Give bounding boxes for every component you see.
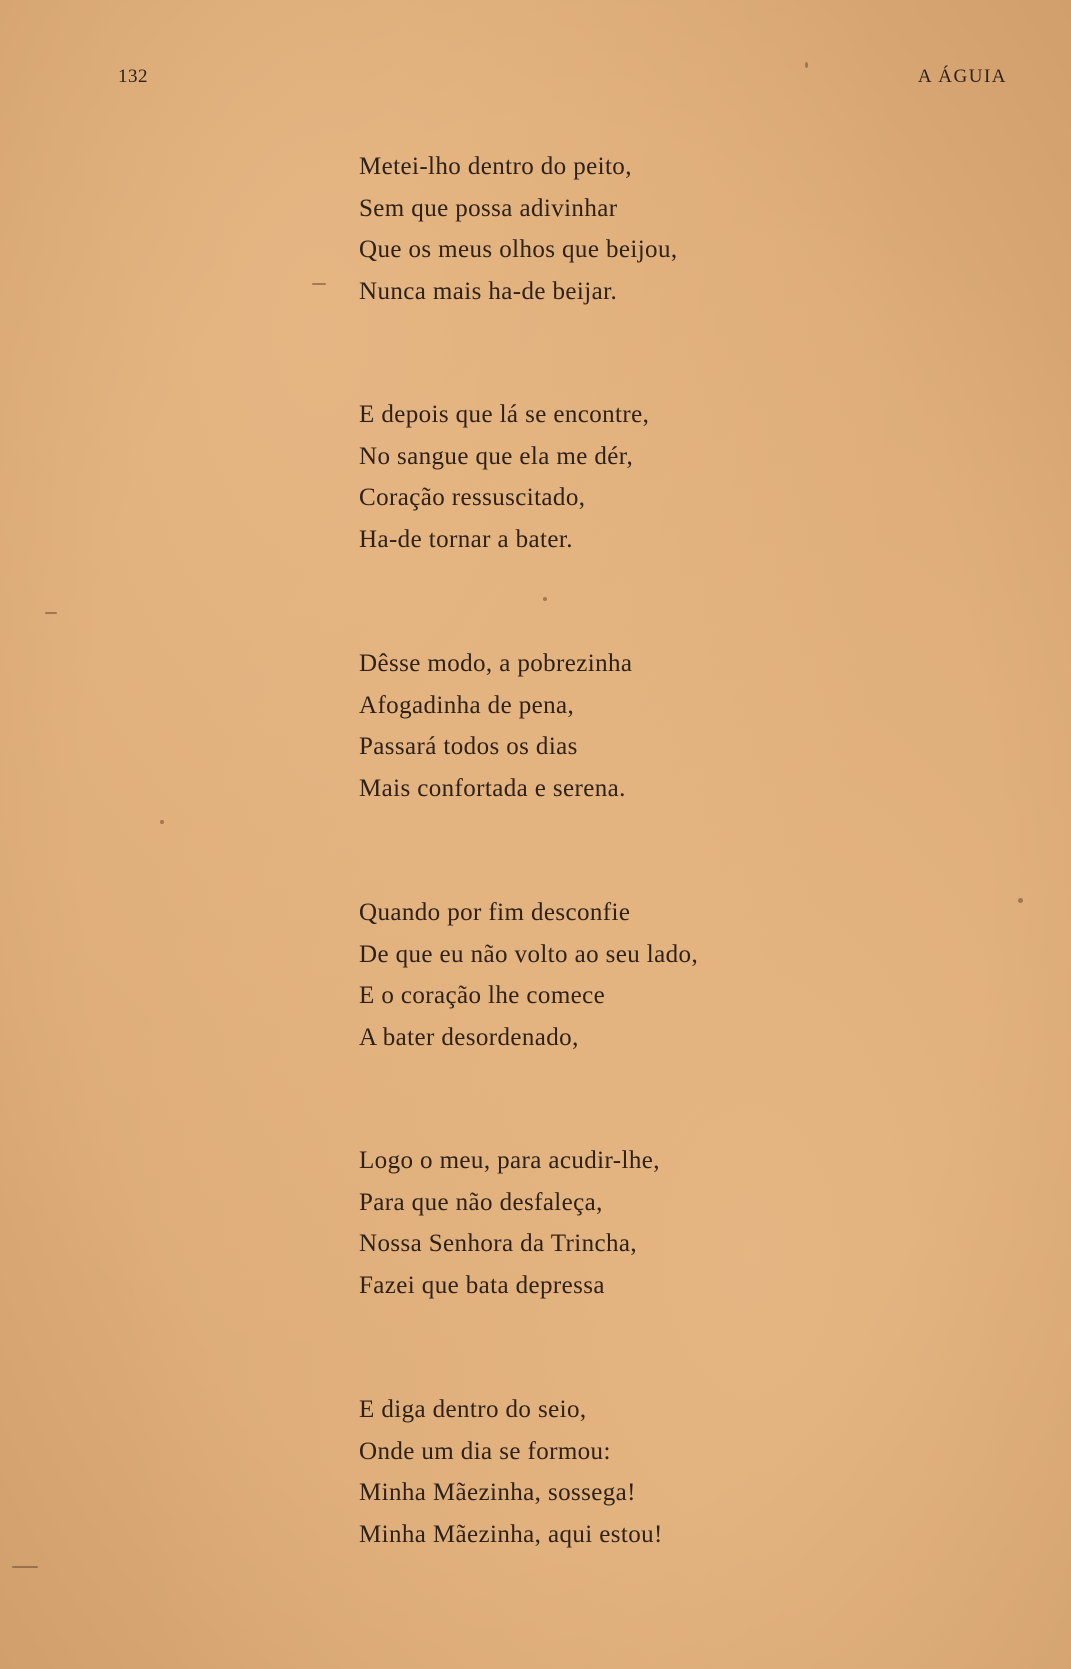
verse-line: Ha-de tornar a bater. xyxy=(359,525,573,553)
verse-line: Onde um dia se formou: xyxy=(359,1437,611,1465)
verse-line: Minha Mãezinha, sossega! xyxy=(359,1479,636,1506)
verse-line: Dêsse modo, a pobrezinha xyxy=(359,650,633,677)
verse-line: Quando por fim desconfie xyxy=(359,899,631,926)
verse-line: Coração ressuscitado, xyxy=(359,484,586,511)
verse-line: Logo o meu, para acudir-lhe, xyxy=(359,1147,660,1174)
paper-speck xyxy=(805,62,808,68)
verse-line: Que os meus olhos que beijou, xyxy=(359,236,678,263)
stanza-5 xyxy=(359,1140,660,1306)
verse-line: Minha Mãezinha, aqui estou! xyxy=(359,1520,663,1548)
page-number: 132 xyxy=(118,66,148,87)
paper-speck xyxy=(12,1566,38,1568)
verse-line: Nunca mais ha-de beijar. xyxy=(359,277,618,305)
verse-line: No sangue que ela me dér, xyxy=(359,442,634,470)
paper-speck xyxy=(160,820,164,824)
paper-speck xyxy=(543,597,547,601)
stanza-1 xyxy=(359,146,678,312)
verse-line: Passará todos os dias xyxy=(359,733,578,760)
stanza-4 xyxy=(359,892,698,1058)
verse-line: De que eu não volto ao seu lado, xyxy=(359,940,699,968)
verse-line: Para que não desfaleça, xyxy=(359,1188,603,1216)
verse-line: E o coração lhe comece xyxy=(359,982,606,1009)
verse-line: Mais confortada e serena. xyxy=(359,774,626,802)
verse-line: Nossa Senhora da Trincha, xyxy=(359,1230,638,1257)
stanza-2 xyxy=(359,394,649,560)
verse-line: E diga dentro do seio, xyxy=(359,1396,587,1423)
verse-line: Fazei que bata depressa xyxy=(359,1271,605,1299)
verse-line: A bater desordenado, xyxy=(359,1023,579,1051)
verse-line: Sem que possa adivinhar xyxy=(359,194,618,222)
running-title: A ÁGUIA xyxy=(917,66,1007,87)
verse-line: Metei-lho dentro do peito, xyxy=(359,153,632,180)
stanza-6 xyxy=(359,1389,663,1555)
stanza-3 xyxy=(359,643,632,809)
paper-speck xyxy=(1018,898,1023,903)
paper-speck xyxy=(45,612,57,614)
paper-speck xyxy=(312,283,326,285)
verse-line: E depois que lá se encontre, xyxy=(359,401,650,428)
verse-line: Afogadinha de pena, xyxy=(359,691,575,719)
